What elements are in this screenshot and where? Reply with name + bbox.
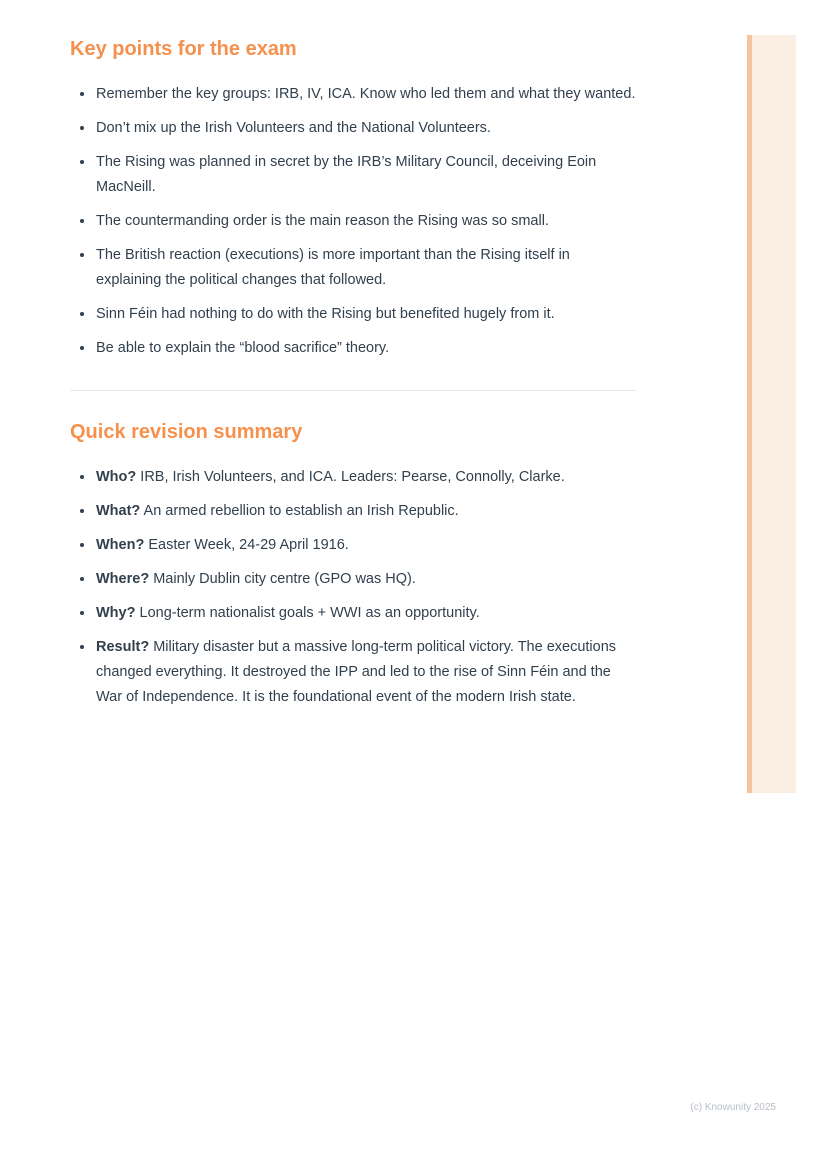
list-item [70,336,636,361]
list-item [70,116,636,141]
list-item-text: Easter Week, 24-29 April 1916. [148,537,349,553]
list-item-text: The British reaction (executions) is more important than the Rising itself in explaining the political changes that followed. [96,247,570,288]
bullet-dot [80,253,84,257]
bullet-dot [80,475,84,479]
bullet-dot [80,611,84,615]
bullet-dot [80,509,84,513]
bullet-dot [80,160,84,164]
list-item-lead: Who? [96,469,137,485]
bullet-dot [80,543,84,547]
list-item-text: Long-term nationalist goals + WWI as an opportunity. [139,605,480,621]
list-item-text: The countermanding order is the main reason the Rising was so small. [96,213,549,229]
list-item-text: Don’t mix up the Irish Volunteers and the National Volunteers. [96,120,491,136]
key-points-list [70,82,636,361]
list-item [70,635,636,710]
list-item-text: Be able to explain the “blood sacrifice” theory. [96,340,390,356]
bullet-dot [80,645,84,649]
bullet-dot [80,577,84,581]
list-item [70,567,636,592]
list-item [70,465,636,490]
section-title-key-points: Key points for the exam [70,38,297,60]
list-item-lead: Why? [96,605,136,621]
side-accent-strip [752,35,796,793]
bullet-dot [80,346,84,350]
divider [70,390,636,391]
list-item-text: An armed rebellion to establish an Irish Republic. [143,503,459,519]
list-item-text: Sinn Féin had nothing to do with the Rising but benefited hugely from it. [96,306,555,322]
footer-copyright: (c) Knowunity 2025 [690,1102,776,1113]
list-item [70,601,636,626]
bullet-dot [80,92,84,96]
list-item-text: Remember the key groups: IRB, IV, ICA. Know who led them and what they wanted. [96,86,636,102]
list-item-lead: What? [96,503,141,519]
list-item-lead: Result? [96,639,150,655]
bullet-dot [80,126,84,130]
section-title-quick-revision: Quick revision summary [70,421,303,443]
bullet-dot [80,219,84,223]
list-item [70,302,636,327]
section-key-points [70,36,636,361]
list-item [70,533,636,558]
list-item-text: Mainly Dublin city centre (GPO was HQ). [153,571,416,587]
list-item-lead: When? [96,537,145,553]
list-item-text: IRB, Irish Volunteers, and ICA. Leaders: Pearse, Connolly, Clarke. [140,469,565,485]
list-item-lead: Where? [96,571,150,587]
list-item [70,82,636,107]
list-item [70,243,636,293]
list-item [70,150,636,200]
list-item [70,499,636,524]
section-quick-revision [70,419,636,710]
quick-revision-list [70,465,636,710]
list-item-text: Military disaster but a massive long-term political victory. The executions changed everything. It destroyed the IPP and led to the rise of Sinn Féin and the War of Independence. It is the foundational event of the modern Irish state. [96,639,617,705]
list-item [70,209,636,234]
bullet-dot [80,312,84,316]
content-area [70,36,636,719]
list-item-text: The Rising was planned in secret by the IRB’s Military Council, deceiving Eoin MacNeill. [96,154,597,195]
